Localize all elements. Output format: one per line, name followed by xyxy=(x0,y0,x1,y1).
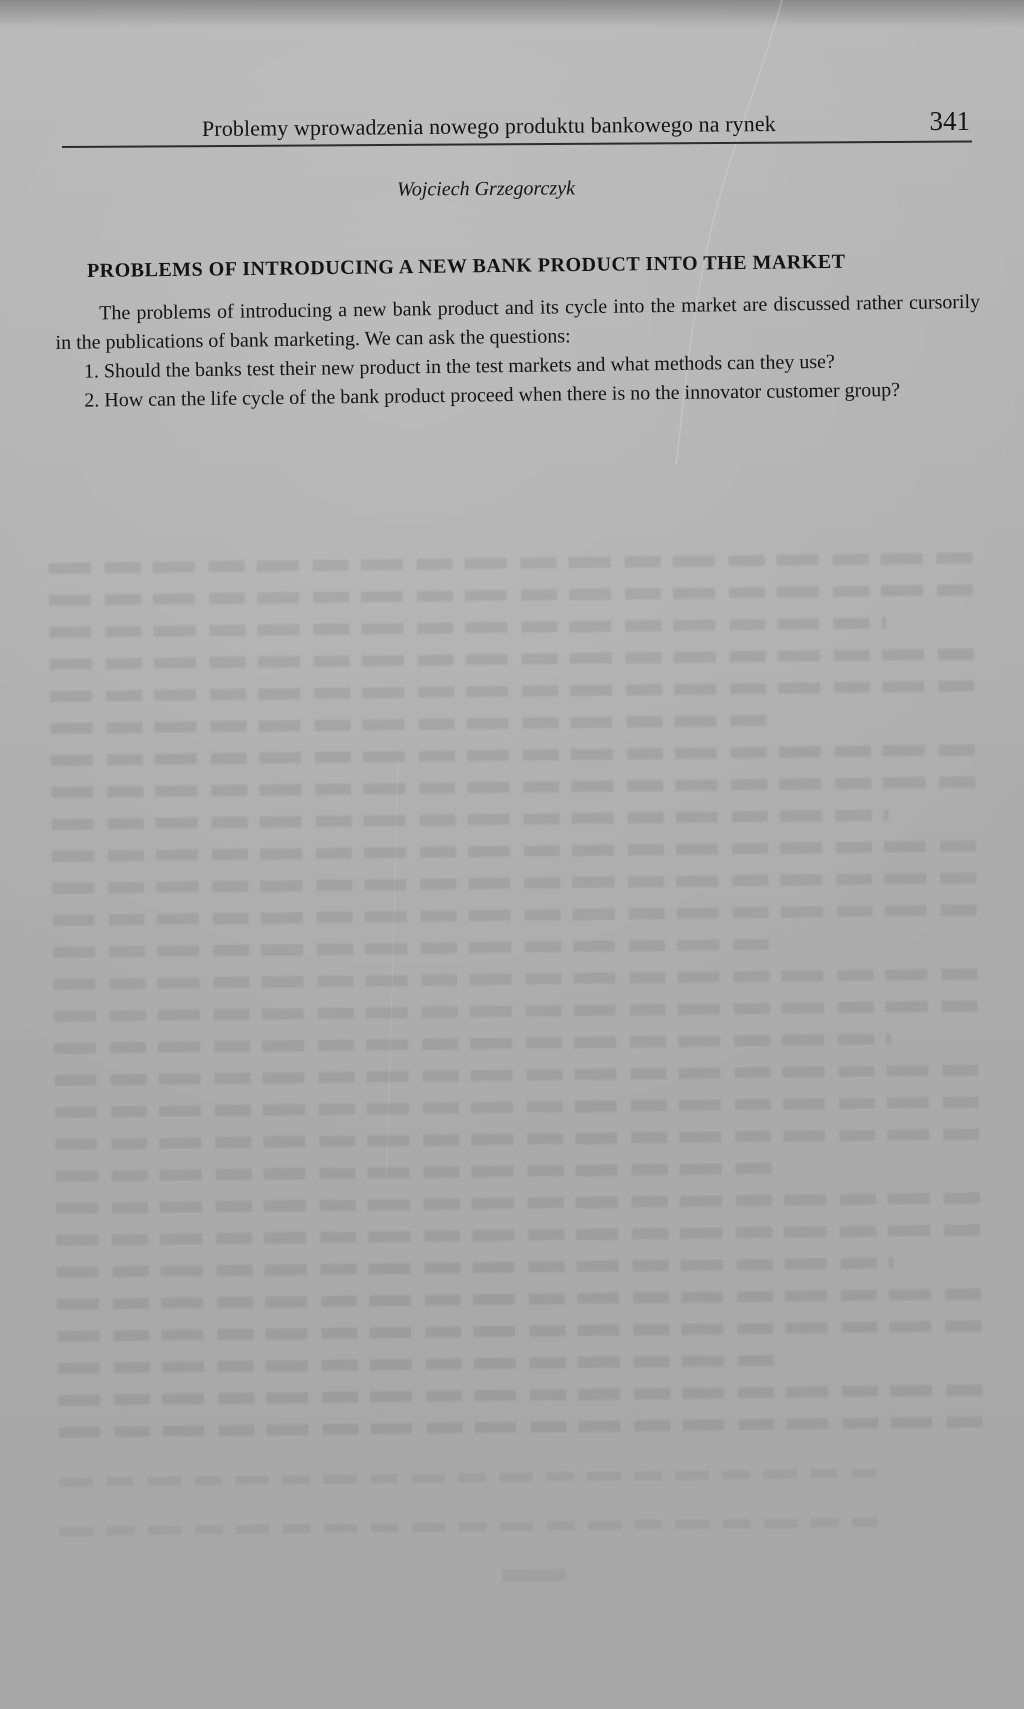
show-through-line xyxy=(57,1288,987,1310)
article-title: PROBLEMS OF INTRODUCING A NEW BANK PRODUCT INTO THE MARKET xyxy=(86,251,846,283)
question-one: 1. Should the banks test their new product in the test markets and what methods can they use? xyxy=(83,350,835,383)
show-through-line xyxy=(50,648,980,670)
show-through-line xyxy=(49,584,979,606)
show-through-line xyxy=(56,1224,986,1246)
show-through-page-number xyxy=(502,1569,566,1582)
show-through-line xyxy=(56,1163,781,1182)
scan-top-shadow xyxy=(0,0,1024,28)
show-through-line xyxy=(52,872,982,894)
show-through-line xyxy=(54,1064,984,1086)
show-through-line xyxy=(49,552,979,574)
show-through-line xyxy=(55,1128,985,1150)
show-through-line xyxy=(52,809,889,829)
show-through-line xyxy=(49,617,886,637)
show-through-line xyxy=(58,1355,783,1374)
running-header xyxy=(62,98,974,148)
question-two: 2. How can the life cycle of the bank product proceed when there is no the innovator customer group? xyxy=(84,378,901,412)
show-through-footnote xyxy=(59,1469,877,1487)
author-name: Wojciech Grzegorczyk xyxy=(396,177,575,201)
english-abstract xyxy=(55,288,981,416)
show-through-line xyxy=(55,1096,985,1118)
running-title: Problemy wprowadzenia nowego produktu bankowego na rynek xyxy=(201,110,776,141)
show-through-text xyxy=(48,494,991,1654)
show-through-line xyxy=(54,1000,984,1022)
show-through-line xyxy=(51,776,981,798)
show-through-line xyxy=(53,939,778,958)
show-through-line xyxy=(58,1384,988,1406)
show-through-lines xyxy=(49,552,990,1535)
show-through-line xyxy=(52,840,982,862)
show-through-line xyxy=(54,1033,891,1053)
page-number: 341 xyxy=(929,106,970,136)
show-through-line xyxy=(51,744,981,766)
show-through-line xyxy=(50,680,980,702)
header-rule xyxy=(62,140,972,148)
abstract-intro: The problems of introducing a new bank product and its cycle into the market are discussed rather cursorily in the publications of bank marketing. We can ask the questions: xyxy=(55,290,981,354)
show-through-line xyxy=(53,904,983,926)
show-through-line xyxy=(58,1416,988,1438)
show-through-line xyxy=(57,1320,987,1342)
show-through-footnote xyxy=(60,1518,878,1536)
show-through-line xyxy=(50,715,775,734)
show-through-line xyxy=(57,1257,894,1277)
show-through-line xyxy=(56,1192,986,1214)
show-through-line xyxy=(53,968,983,990)
